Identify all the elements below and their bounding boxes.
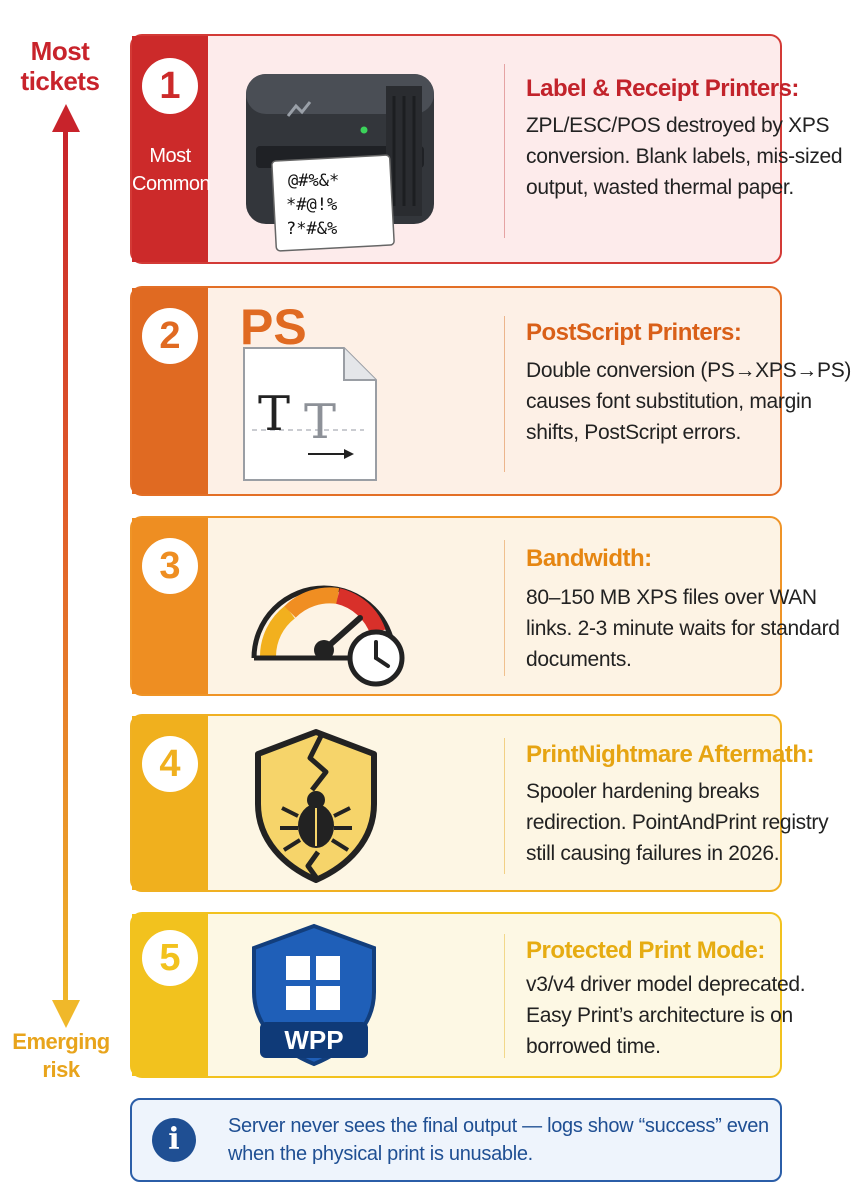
card-number-badge: 4 — [142, 736, 198, 792]
cracked-shield-bug-icon — [246, 728, 386, 884]
most-common-badge: Most Common — [132, 145, 211, 195]
arrow-down-head — [52, 1000, 80, 1028]
speedometer-clock-icon — [230, 532, 410, 692]
card-divider — [504, 738, 505, 874]
ps-label: PS — [240, 299, 307, 355]
issue-card-printnightmare — [130, 714, 829, 892]
paper-line: @#%&* — [288, 171, 340, 191]
card-title: Label & Receipt Printers: — [526, 75, 799, 102]
info-banner-text: Server never sees the final output — logs show “success” even when the physical print is unusable. — [228, 1115, 769, 1165]
card-number-strip — [132, 518, 208, 694]
card-number-badge: 3 — [142, 538, 198, 594]
card-description: Spooler hardening breaks redirection. PointAndPrint registry still causing failures in 2026. — [526, 780, 829, 865]
arrow-up-head — [52, 104, 80, 132]
card-number-badge: 1 — [142, 58, 198, 114]
card-title: Bandwidth: — [526, 545, 652, 572]
card-number-strip — [132, 716, 208, 890]
paper-line: *#@!% — [286, 195, 338, 215]
card-number-strip — [132, 36, 211, 262]
card-title: PostScript Printers: — [526, 319, 742, 346]
issue-card-postscript — [130, 286, 852, 496]
paper-line: ?*#&% — [286, 219, 338, 239]
postscript-document-icon — [228, 294, 388, 490]
info-banner — [130, 1098, 782, 1182]
card-description: ZPL/ESC/POS destroyed by XPS conversion. Blank labels, mis-sized output, wasted thermal paper. — [526, 114, 843, 199]
card-divider — [504, 540, 505, 676]
card-number-badge: 2 — [142, 308, 198, 364]
axis-top-label: Most tickets — [20, 36, 100, 96]
wpp-badge-text: WPP — [284, 1025, 344, 1055]
card-number-strip — [132, 914, 208, 1076]
windows-shield-icon — [242, 922, 392, 1070]
priority-arrow — [44, 100, 88, 1040]
card-divider — [504, 64, 505, 238]
serif-glyph: T — [258, 386, 291, 442]
card-divider — [504, 934, 505, 1058]
shifted-glyph: T — [304, 394, 337, 450]
card-number-badge: 5 — [142, 930, 198, 986]
card-number-strip — [132, 288, 208, 494]
issue-card-protected-print — [130, 912, 806, 1078]
issue-card-bandwidth — [130, 516, 840, 696]
card-title: PrintNightmare Aftermath: — [526, 741, 814, 768]
issue-card-label-printers — [130, 34, 843, 264]
card-description: v3/v4 driver model deprecated. Easy Print’s architecture is on borrowed time. — [526, 973, 806, 1058]
card-description: Double conversion (PS→XPS→PS) causes font substitution, margin shifts, PostScript errors. — [526, 359, 852, 444]
card-description: 80–150 MB XPS files over WAN links. 2-3 minute waits for standard documents. — [526, 586, 840, 671]
info-icon: i — [152, 1118, 196, 1162]
card-title: Protected Print Mode: — [526, 937, 765, 964]
axis-bottom-label: Emerging risk — [12, 1029, 110, 1082]
card-divider — [504, 316, 505, 472]
label-printer-icon — [226, 46, 496, 256]
